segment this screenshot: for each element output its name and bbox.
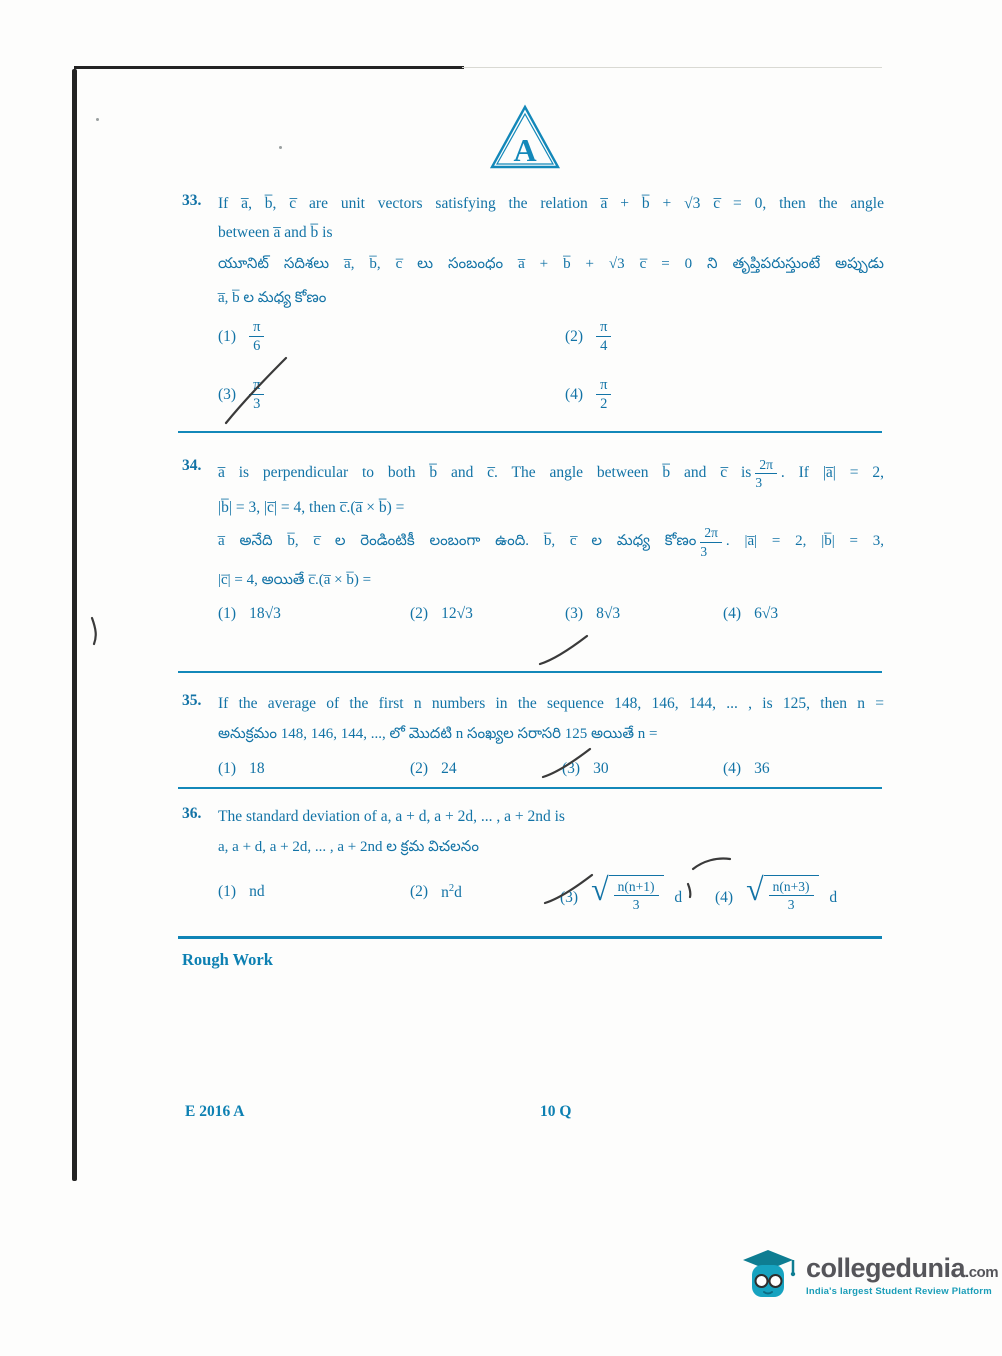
question-34 (182, 457, 884, 631)
question-35 (182, 692, 884, 786)
question-33 (182, 192, 884, 427)
question-text-te: a̅, b̅ ల మధ్య కోణం (218, 289, 327, 306)
collegedunia-logo (740, 1248, 998, 1304)
options-row (218, 319, 884, 369)
section-divider (178, 787, 882, 789)
footer-page-number: 10 Q (540, 1103, 572, 1120)
question-text-te: |c̅| = 4, అయితే c̅.(a̅ × b̅) = (218, 571, 372, 588)
option-value: 36 (754, 759, 770, 777)
option-1 (218, 319, 264, 354)
option-2 (565, 319, 611, 354)
fraction: $\frac{\pi}{2}$ (596, 377, 611, 412)
question-number: 36. (182, 805, 202, 822)
fraction: $\frac{2\pi}{3}$ (755, 457, 777, 490)
option-value: $n^2d$ (441, 882, 462, 901)
radical-sign: √ (591, 870, 609, 907)
question-number: 35. (182, 692, 202, 709)
options-row (218, 871, 884, 929)
radical-sign: √ (746, 870, 764, 907)
question-text-en: a̅ is perpendicular to both b̅ and c̅. The angle between b̅ and c̅ is $\frac{2\pi}{3}$ . If |a̅| = 2, (218, 457, 884, 491)
question-text-te: a̅ అనేది b̅, c̅ ల రెండింటికీ లంబంగా ఉంది. b̅, c̅ ల మధ్య కోణం $\frac{2\pi}{3}$ . |a̅| = 2, |b̅| = 3, (218, 525, 884, 559)
question-text-en: between a̅ and b̅ is (218, 224, 333, 242)
option-value: nd (249, 882, 265, 900)
brand-tld: .com (965, 1264, 999, 1281)
option-value: 24 (441, 759, 457, 777)
option-4 (715, 870, 838, 912)
option-label: (4) (723, 759, 742, 777)
version-triangle-badge (487, 103, 563, 178)
section-divider (178, 671, 882, 673)
option-3 (560, 870, 683, 912)
footer-paper-code: E 2016 A (185, 1103, 245, 1120)
question-text-en: If the average of the first n numbers in the sequence 148, 146, 144, ... , is 125, then n = (218, 695, 884, 712)
option-label: (3) (560, 889, 579, 907)
scan-speck (279, 146, 282, 149)
option-value: √ $\frac{n(n+1)}{3}$ d (591, 870, 683, 912)
question-text-te: a, a + d, a + 2d, ... , a + 2nd ల క్రమ విచలనం (218, 839, 479, 856)
version-letter: A (513, 132, 537, 168)
question-36 (182, 805, 884, 929)
option-1 (218, 605, 281, 623)
option-value: 18√3 (249, 604, 281, 622)
brand-name: collegedunia.com (806, 1253, 999, 1283)
scan-edge-top (74, 66, 464, 69)
option-4 (723, 760, 770, 778)
option-2 (410, 883, 462, 902)
option-label: (2) (410, 759, 429, 777)
option-label: (2) (410, 883, 429, 901)
question-text-en: If a̅, b̅, c̅ are unit vectors satisfying the relation a̅ + b̅ + √3 c̅ = 0, then the angle (218, 195, 884, 212)
option-label: (4) (715, 889, 734, 907)
question-number: 34. (182, 457, 202, 474)
fraction: $\frac{n(n+3)}{3}$ (769, 879, 814, 912)
option-value: 18 (249, 759, 265, 777)
option-label: (3) (218, 385, 237, 403)
radical-expression (746, 870, 818, 912)
option-2 (410, 760, 457, 778)
option-value: 30 (593, 759, 609, 777)
question-text-en: The standard deviation of a, a + d, a + 2d, ... , a + 2nd is (218, 808, 565, 825)
option-value: √ $\frac{n(n+3)}{3}$ d (746, 870, 838, 912)
fraction: $\frac{2\pi}{3}$ (700, 525, 722, 558)
option-1 (218, 883, 265, 901)
option-label: (1) (218, 327, 237, 345)
option-4 (723, 605, 778, 623)
pen-smear-left-edge (92, 618, 96, 644)
section-divider (178, 431, 882, 433)
option-3 (562, 760, 609, 778)
fraction: $\frac{\pi}{6}$ (249, 319, 264, 354)
option-label: (2) (410, 604, 429, 622)
collegedunia-mascot-icon (740, 1248, 796, 1304)
option-3 (565, 605, 620, 623)
pen-mark-q34-option3 (540, 636, 587, 664)
scan-speck (96, 118, 99, 121)
question-text-te: యూనిట్ సదిశలు a̅, b̅, c̅ లు సంబంధం a̅ + b̅ + √3 c̅ = 0 ని తృప్తిపరుస్తుంటే అప్పుడు (218, 255, 884, 272)
option-value: 6√3 (754, 604, 779, 622)
question-text-en: |b̅| = 3, |c̅| = 4, then c̅.(a̅ × b̅) = (218, 499, 405, 517)
scan-edge-left (72, 69, 77, 1181)
rough-work-divider (178, 936, 882, 939)
rough-work-label: Rough Work (182, 950, 273, 969)
option-label: (3) (565, 604, 584, 622)
option-label: (1) (218, 759, 237, 777)
options-row (218, 377, 884, 427)
option-label: (1) (218, 882, 237, 900)
option-4 (565, 377, 611, 412)
fraction: $\frac{\pi}{4}$ (596, 319, 611, 354)
option-3 (218, 377, 264, 412)
option-1 (218, 760, 265, 778)
option-value: 8√3 (596, 604, 621, 622)
brand-tagline: India's largest Student Review Platform (806, 1286, 992, 1297)
options-row (218, 605, 884, 631)
option-label: (4) (723, 604, 742, 622)
paper-edge-top (462, 67, 882, 68)
radical-expression (591, 870, 663, 912)
option-label: (1) (218, 604, 237, 622)
fraction: $\frac{n(n+1)}{3}$ (614, 879, 659, 912)
options-row (218, 760, 884, 786)
option-label: (4) (565, 385, 584, 403)
fraction: $\frac{\pi}{3}$ (249, 377, 264, 412)
option-value: 12√3 (441, 604, 473, 622)
option-label: (2) (565, 327, 584, 345)
option-label: (3) (562, 759, 581, 777)
option-2 (410, 605, 473, 623)
question-text-te: అనుక్రమం 148, 146, 144, ..., లో మొదటి n సంఖ్యల సరాసరి 125 అయితే n = (218, 726, 658, 743)
question-number: 33. (182, 192, 202, 209)
